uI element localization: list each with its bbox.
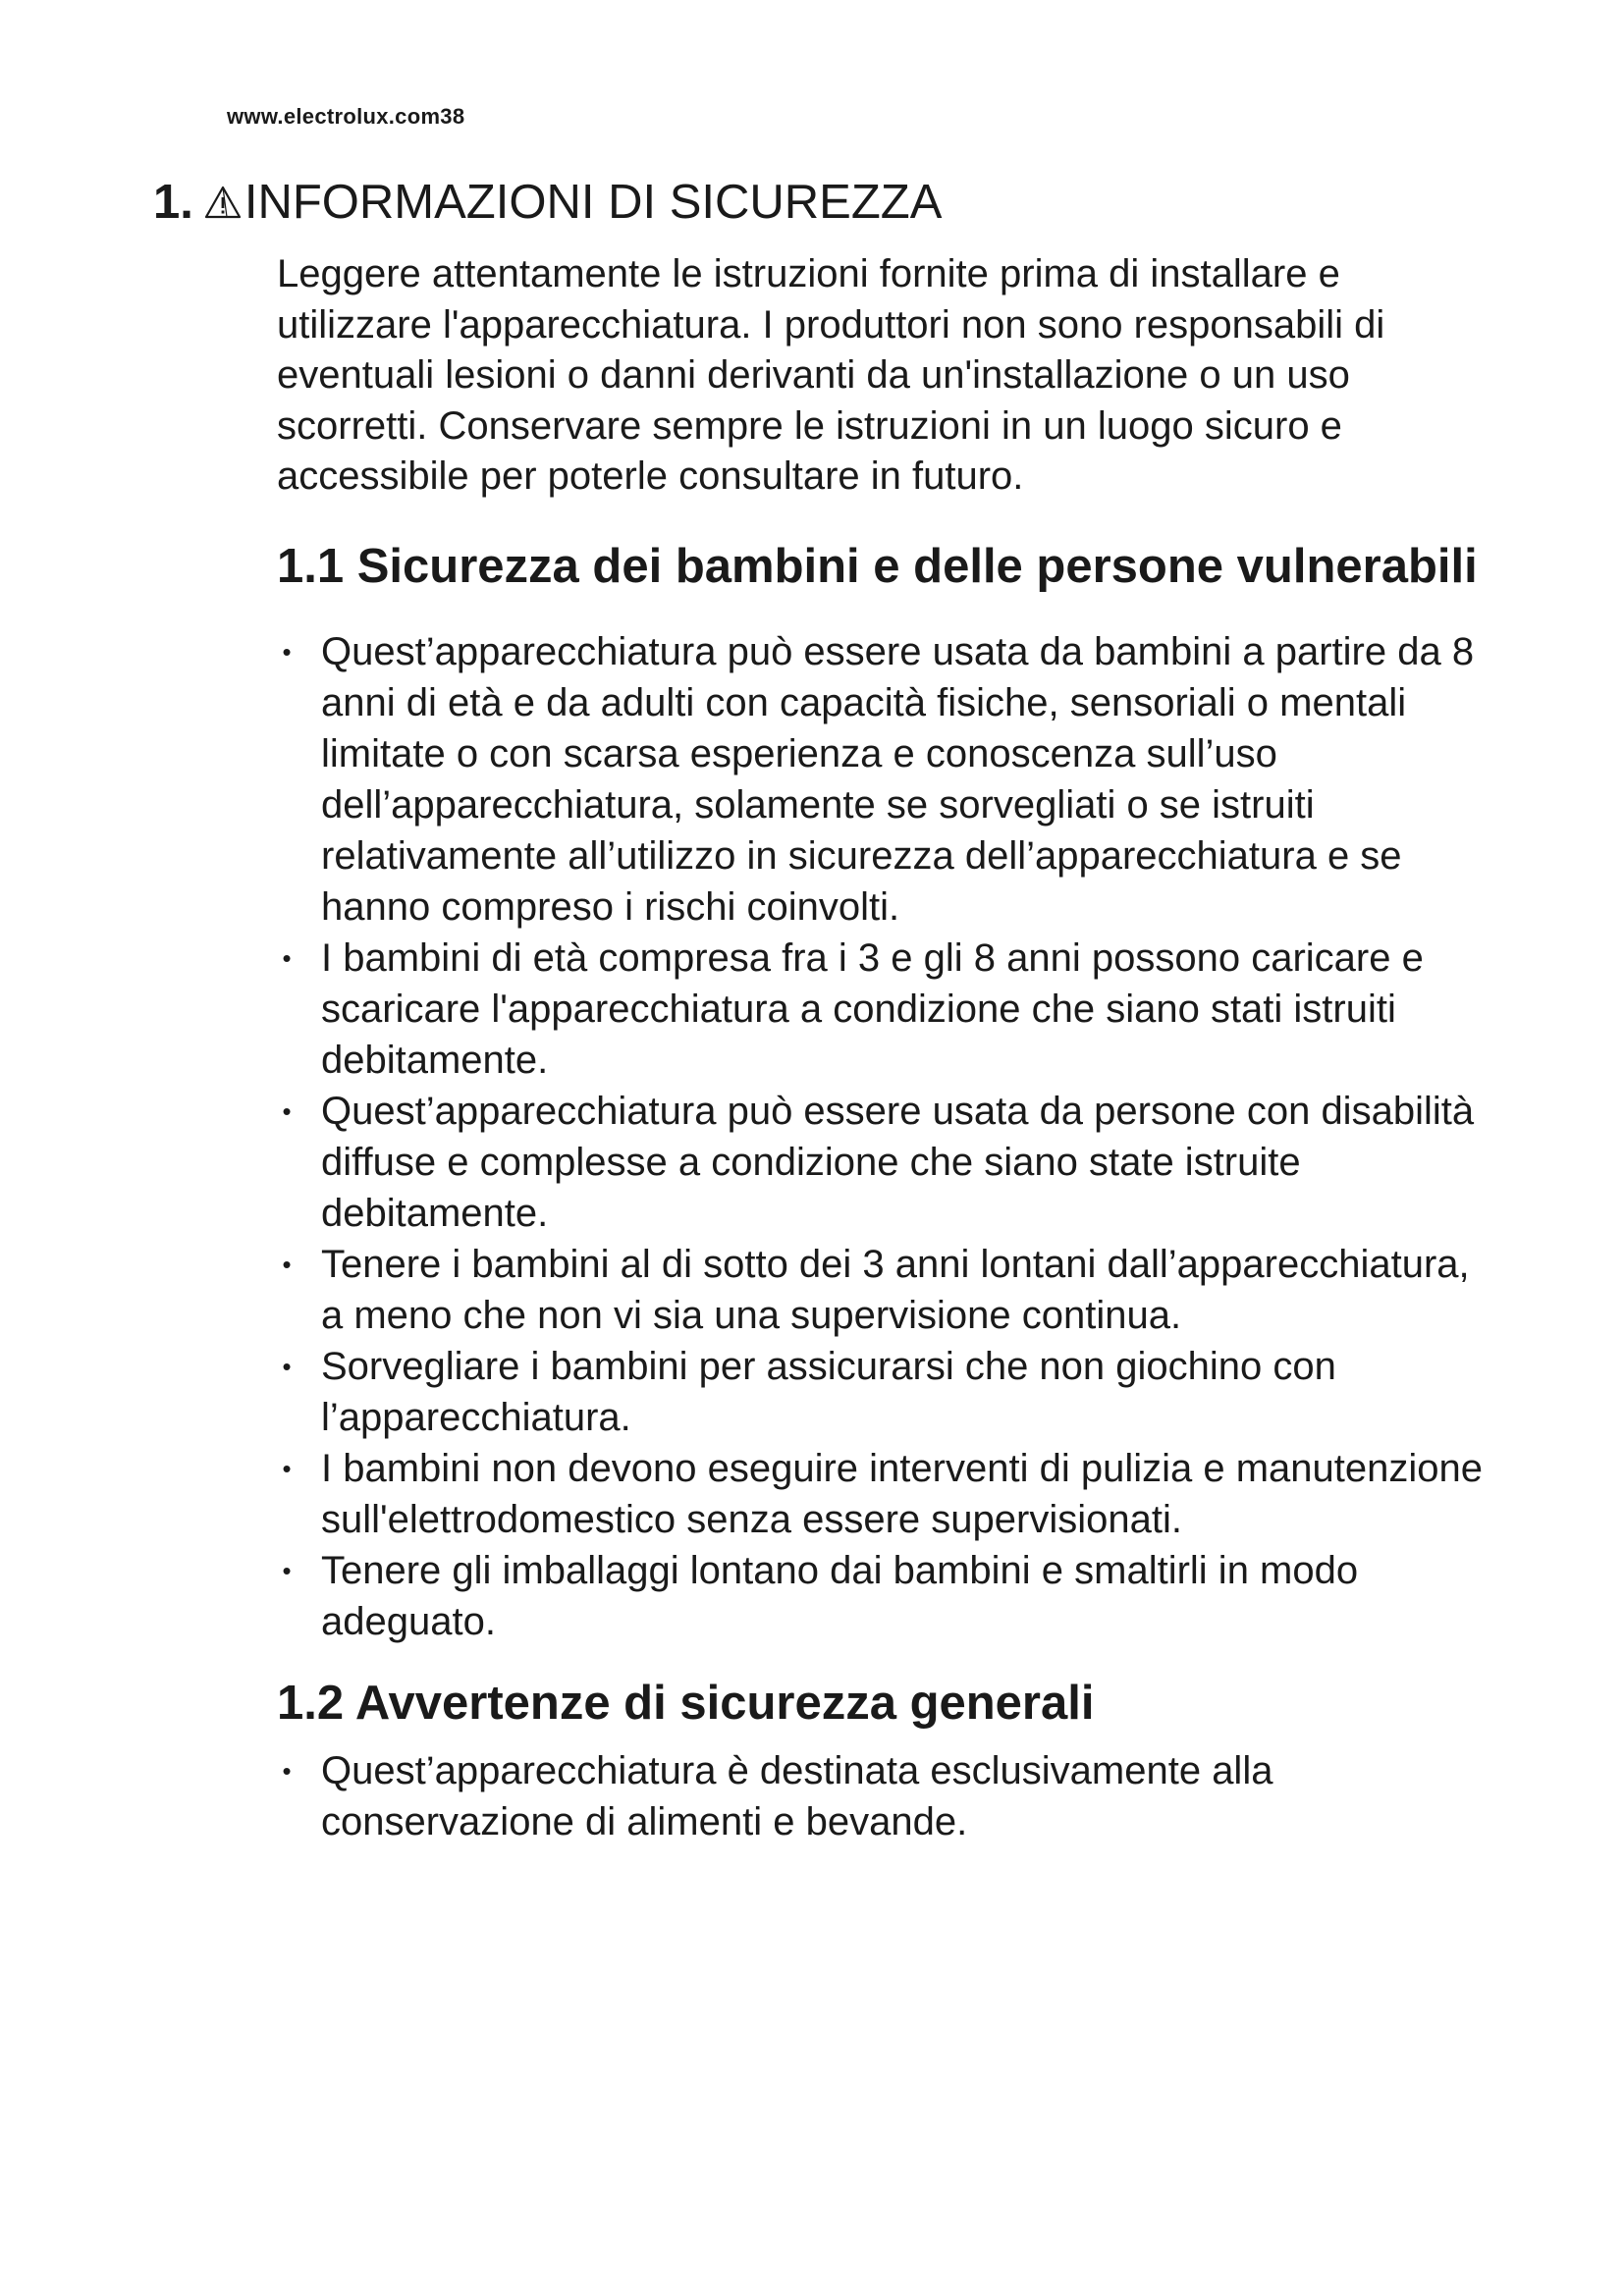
warning-triangle-icon [203,185,243,220]
subsection-title: Sicurezza dei bambini e delle persone vulnerabili [356,539,1478,593]
list-item-text: Quest’apparecchiatura può essere usata da persone con disabilità diffuse e complesse a condizione che siano state istruite debitamente. [321,1089,1475,1235]
subsection-title: Avvertenze di sicurezza generali [354,1676,1095,1730]
bullet-dot: • [282,1453,292,1483]
list-item [277,626,1494,933]
list-item [277,1443,1494,1545]
bullet-dot: • [282,1755,292,1786]
list-item-text: Quest’apparecchiatura è destinata esclusivamente alla conservazione di alimenti e bevande. [321,1748,1273,1843]
bullet-dot: • [282,1555,292,1585]
list-item [277,933,1494,1086]
list-item-text: Quest’apparecchiatura può essere usata da bambini a partire da 8 anni di età e da adulti con capacità fisiche, sensoriali o mentali limitate o con scarsa esperienza e conoscenza sull’uso dell’apparecchiatura, solamente se sorvegliati o se istruiti relativamente all’utilizzo in sicurezza dell’apparecchiatura e se hanno compreso i rischi coinvolti. [321,629,1475,929]
list-item-text: Tenere i bambini al di sotto dei 3 anni lontani dall’apparecchiatura, a meno che non vi sia una supervisione continua. [321,1242,1470,1337]
list-item-text: I bambini di età compresa fra i 3 e gli 8 anni possono caricare e scaricare l'apparecchiatura a condizione che siano stati istruiti debitamente. [321,935,1424,1082]
list-item-text: Sorvegliare i bambini per assicurarsi che non giochino con l’apparecchiatura. [321,1344,1336,1439]
list-item [277,1745,1494,1847]
list-item [277,1545,1494,1647]
list-item [277,1086,1494,1239]
bullet-dot: • [282,1351,292,1381]
bullet-dot: • [282,636,292,667]
list-item-text: I bambini non devono eseguire interventi di pulizia e manutenzione sull'elettrodomestico senza essere supervisionati. [321,1446,1483,1541]
section-heading [153,173,942,232]
section-content [277,249,1494,1847]
bullet-list-1-2 [277,1745,1494,1847]
section-number: 1. [153,176,193,229]
intro-paragraph: Leggere attentamente le istruzioni fornite prima di installare e utilizzare l'apparecchiatura. I produttori non sono responsabili di eventuali lesioni o danni derivanti da un'installazione o un uso scorretti. Conservare sempre le istruzioni in un luogo sicuro e accessibile per poterle consultare in futuro. [277,252,1385,498]
bullet-dot: • [282,1249,292,1279]
subsection-number: 1.1 [277,539,345,593]
header-url: www.electrolux.com38 [227,104,465,129]
list-item-text: Tenere gli imballaggi lontano dai bambini e smaltirli in modo adeguato. [321,1548,1359,1643]
subsection-heading-1-2 [277,1675,1494,1732]
subsection-number: 1.2 [277,1676,345,1730]
list-item [277,1341,1494,1443]
section-title: INFORMAZIONI DI SICUREZZA [244,176,943,229]
bullet-list-1-1 [277,626,1494,1647]
subsection-heading-1-1 [277,538,1494,595]
bullet-dot: • [282,942,292,973]
list-item [277,1239,1494,1341]
bullet-dot: • [282,1095,292,1126]
